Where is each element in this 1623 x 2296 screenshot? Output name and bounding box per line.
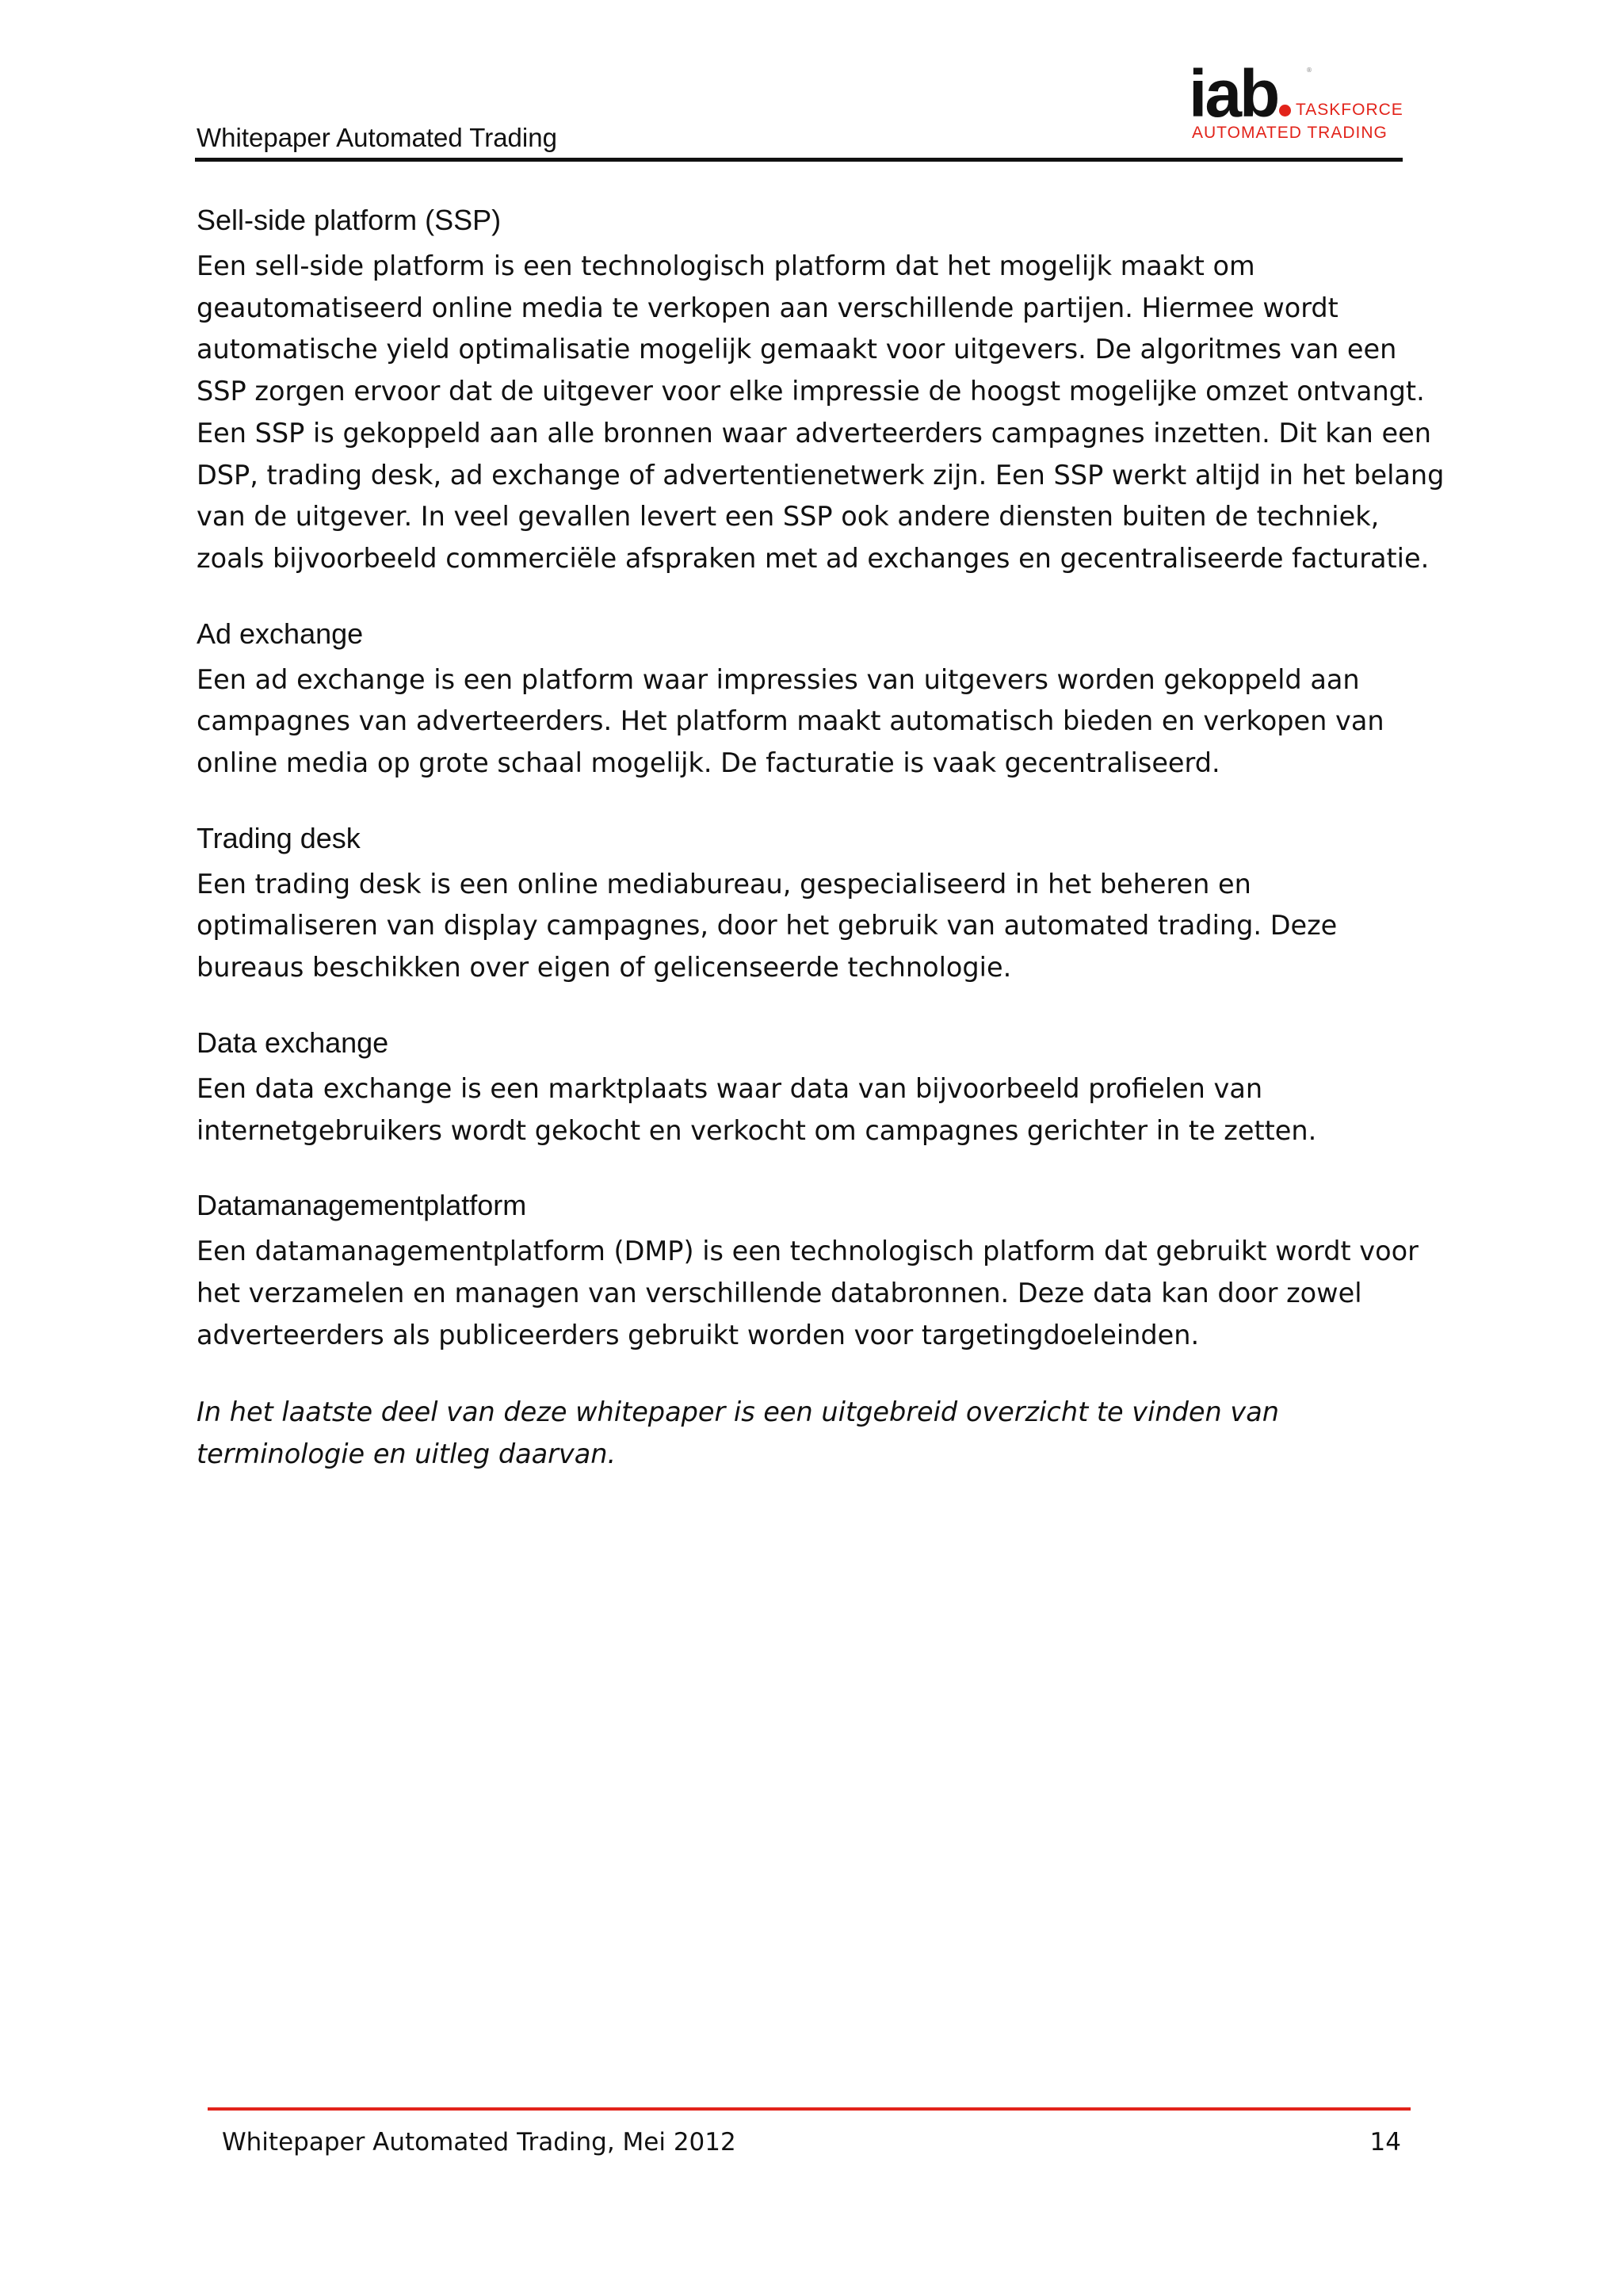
section-paragraph — [197, 1231, 1433, 1356]
paragraph-line: Een trading desk is een online mediabureau, gespecialiseerd in het beheren en — [197, 868, 1251, 900]
section-heading: Data exchange — [197, 1026, 389, 1059]
footer-text: Whitepaper Automated Trading, Mei 2012 — [222, 2128, 736, 2157]
logo-trademark-icon: ® — [1306, 67, 1312, 74]
paragraph-line: automatische yield optimalisatie mogelijk gemaakt voor uitgevers. De algoritmes van een — [197, 334, 1397, 365]
paragraph-line: van de uitgever. In veel gevallen levert een SSP ook andere diensten buiten de techniek, — [197, 501, 1380, 533]
section-data-exchange — [197, 1022, 1433, 1152]
paragraph-line: Een sell-side platform is een technologisch platform dat het mogelijk maakt om — [197, 250, 1255, 281]
page-number: 14 — [1369, 2128, 1401, 2157]
closing-note — [197, 1392, 1433, 1475]
page-header-title: Whitepaper Automated Trading — [197, 123, 557, 152]
section-heading: Sell-side platform (SSP) — [197, 204, 502, 236]
section-heading: Datamanagementplatform — [197, 1189, 527, 1222]
section-dmp — [197, 1185, 1433, 1356]
logo-taskforce-text: TASKFORCE — [1296, 101, 1403, 119]
closing-note-line: terminologie en uitleg daarvan. — [197, 1438, 617, 1470]
paragraph-line: optimaliseren van display campagnes, door het gebruik van automated trading. Deze — [197, 910, 1338, 942]
section-paragraph — [197, 659, 1433, 785]
paragraph-line: Een ad exchange is een platform waar impressies van uitgevers worden gekoppeld aan — [197, 663, 1360, 695]
footer-divider — [208, 2107, 1411, 2111]
section-ssp — [197, 200, 1445, 580]
paragraph-line: online media op grote schaal mogelijk. De facturatie is vaak gecentraliseerd. — [197, 747, 1220, 779]
closing-note-line: In het laatste deel van deze whitepaper is een uitgebreid overzicht te vinden van — [197, 1396, 1279, 1428]
paragraph-line: SSP zorgen ervoor dat de uitgever voor elke impressie de hoogst mogelijke omzet ontvangt. — [197, 376, 1425, 407]
logo-brand-text: iab — [1189, 56, 1278, 131]
header-divider — [195, 158, 1403, 162]
logo-automated-trading-text: AUTOMATED TRADING — [1192, 124, 1388, 142]
paragraph-line: geautomatiseerd online media te verkopen aan verschillende partijen. Hiermee wordt — [197, 292, 1338, 323]
paragraph-line: het verzamelen en managen van verschillende databronnen. Deze data kan door zowel — [197, 1277, 1362, 1308]
logo-dot-icon — [1279, 105, 1291, 117]
paragraph-line: DSP, trading desk, ad exchange of advertentienetwerk zijn. Een SSP werkt altijd in het belang — [197, 459, 1445, 491]
section-heading: Ad exchange — [197, 617, 364, 650]
section-paragraph — [197, 864, 1433, 989]
paragraph-line: Een SSP is gekoppeld aan alle bronnen waar adverteerders campagnes inzetten. Dit kan een — [197, 417, 1431, 449]
paragraph-line: zoals bijvoorbeeld commerciële afspraken met ad exchanges en gecentraliseerde facturatie. — [197, 542, 1430, 574]
document-body — [197, 200, 1445, 1476]
paragraph-line: Een data exchange is een marktplaats waar data van bijvoorbeeld profielen van — [197, 1072, 1263, 1104]
paragraph-line: bureaus beschikken over eigen of gelicenseerde technologie. — [197, 952, 1012, 984]
iab-logo — [1189, 56, 1403, 149]
paragraph-line: adverteerders als publiceerders gebruikt worden voor targetingdoeleinden. — [197, 1319, 1200, 1350]
section-trading-desk — [197, 818, 1433, 989]
section-heading: Trading desk — [197, 821, 361, 854]
section-paragraph — [197, 246, 1445, 580]
paragraph-line: internetgebruikers wordt gekocht en verkocht om campagnes gerichter in te zetten. — [197, 1114, 1317, 1146]
paragraph-line: Een datamanagementplatform (DMP) is een technologisch platform dat gebruikt wordt voor — [197, 1236, 1419, 1267]
section-ad-exchange — [197, 613, 1433, 785]
paragraph-line: campagnes van adverteerders. Het platform maakt automatisch bieden en verkopen van — [197, 705, 1384, 737]
section-paragraph — [197, 1068, 1433, 1152]
